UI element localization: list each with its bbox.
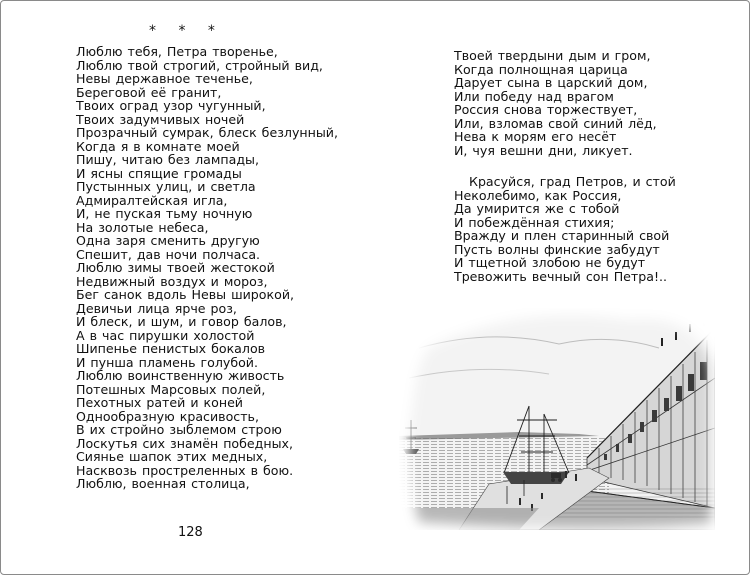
poem-line: Люблю тебя, Петра творенье, xyxy=(76,44,278,59)
poem-line: И побеждённая стихия; xyxy=(454,214,615,230)
poem-line: Дарует сына в царский дом, xyxy=(454,75,648,90)
poem-line: Твоих оград узор чугунный, xyxy=(76,98,266,113)
poem-line: Пусть волны финские забудут xyxy=(454,241,660,257)
poem-line: Тревожить вечный сон Петра!.. xyxy=(454,268,668,284)
poem-line: Вражду и плен старинный свой xyxy=(454,228,670,243)
poem-line: Пехотных ратей и коней xyxy=(76,395,243,410)
poem-line: Пустынных улиц, и светла xyxy=(76,179,256,194)
poem-line: Люблю воинственную живость xyxy=(76,368,285,383)
poem-line: Люблю твой строгий, стройный вид, xyxy=(76,57,323,73)
poem-line: Одна заря сменить другую xyxy=(76,233,260,248)
poem-line: Береговой её гранит, xyxy=(76,84,222,100)
poem-column-right-top xyxy=(454,49,716,157)
poem-line: Да умирится же с тобой xyxy=(454,201,620,216)
section-separator: * * * xyxy=(149,23,224,39)
poem-line: Когда я в комнате моей xyxy=(76,138,240,154)
page-number: 128 xyxy=(178,525,203,540)
poem-line: Или победу над врагом xyxy=(454,88,614,104)
poem-line: Когда полнощная царица xyxy=(454,61,628,77)
poem-line: Неколебимо, как Россия, xyxy=(454,187,622,203)
poem-line: Твоей твердыни дым и гром, xyxy=(454,48,651,63)
poem-line: Потешных Марсовых полей, xyxy=(76,381,266,397)
poem-line: Или, взломав свой синий лёд, xyxy=(454,115,657,131)
poem-line: Бег санок вдоль Невы широкой, xyxy=(76,287,295,302)
poem-line: Люблю, военная столица, xyxy=(76,476,250,491)
poem-line: Красуйся, град Петров, и стой xyxy=(469,174,676,189)
poem-line: На золотые небеса, xyxy=(76,219,209,235)
poem-line: Нева к морям его несёт xyxy=(454,129,617,144)
poem-line: Спешит, дав ночи полчаса. xyxy=(76,246,261,262)
poem-line: Сиянье шапок этих медных, xyxy=(76,449,268,464)
poem-line: И тщетной злобою не будут xyxy=(454,255,646,270)
poem-line: В их стройно зыблемом строю xyxy=(76,422,282,437)
poem-line: Недвижный воздух и мороз, xyxy=(76,273,268,289)
poem-line: Насквозь простреленных в бою. xyxy=(76,462,294,478)
poem-column-right-bottom xyxy=(454,175,716,283)
poem-line: Люблю зимы твоей жестокой xyxy=(76,260,275,275)
poem-line: Твоих задумчивых ночей xyxy=(76,111,245,127)
poem-line: Лоскутья сих знамён победных, xyxy=(76,435,293,451)
poem-line: Россия снова торжествует, xyxy=(454,102,638,117)
poem-line: А в час пирушки холостой xyxy=(76,327,255,343)
poem-line: Шипенье пенистых бокалов xyxy=(76,341,266,356)
poem-line: Прозрачный сумрак, блеск безлунный, xyxy=(76,125,338,140)
poem-line: И, не пуская тьму ночную xyxy=(76,206,253,221)
poem-line: Однообразную красивость, xyxy=(76,408,259,424)
poem-line: И блеск, и шум, и говор балов, xyxy=(76,314,287,329)
poem-line: Адмиралтейская игла, xyxy=(76,192,228,208)
poem-line: Пишу, читаю без лампады, xyxy=(76,152,260,167)
poem-line: Девичьи лица ярче роз, xyxy=(76,300,237,316)
poem-column-left xyxy=(76,45,356,491)
embankment-illustration xyxy=(399,308,715,530)
poem-line: И пунша пламень голубой. xyxy=(76,354,258,370)
poem-line: И ясны спящие громады xyxy=(76,165,242,181)
poem-line: И, чуя вешни дни, ликует. xyxy=(454,142,633,158)
poem-line: Невы державное теченье, xyxy=(76,71,253,86)
